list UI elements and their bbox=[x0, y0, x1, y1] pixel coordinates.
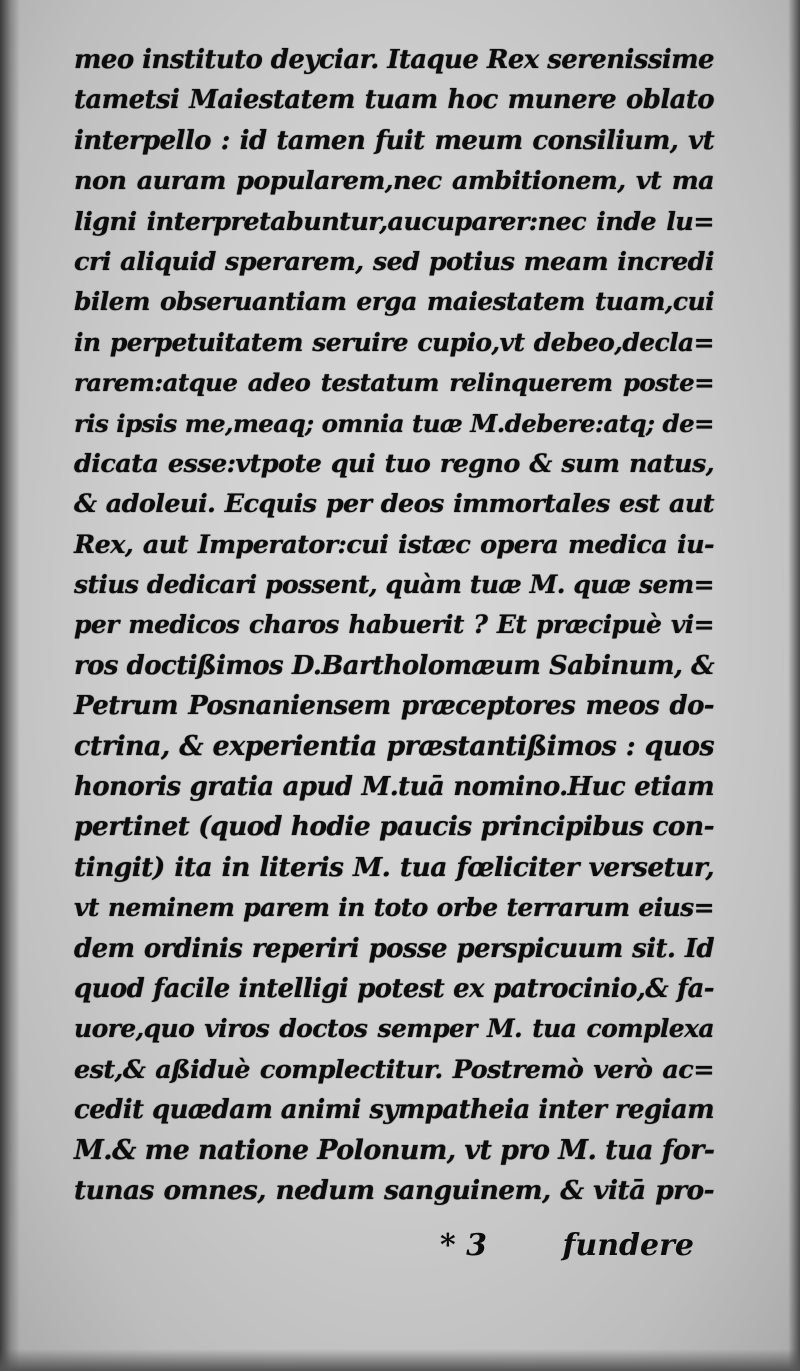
text-line: Petrum Posnaniensem præceptores meos do- bbox=[74, 691, 714, 722]
text-line: tunas omnes, nedum sanguinem, & vitā pro- bbox=[74, 1174, 714, 1206]
text-line: & adoleui. Ecquis per deos immortales est aut bbox=[74, 489, 714, 520]
text-line: honoris gratia apud M.tuā nomino.Huc etiam bbox=[74, 772, 714, 803]
text-line: rarem:atque adeo testatum relinquerem poste= bbox=[74, 368, 714, 398]
text-line: tingit) ita in literis M. tua fœliciter versetur, bbox=[74, 851, 714, 883]
text-line: est,& aßiduè complectitur. Postremò verò ac= bbox=[74, 1054, 714, 1085]
text-line: M.& me natione Polonum, vt pro M. tua for- bbox=[74, 1134, 715, 1166]
catchword: fundere bbox=[562, 1228, 694, 1263]
page-footer bbox=[74, 1228, 694, 1272]
text-line: ctrina, & experientia præstantißimos : quos bbox=[74, 730, 714, 762]
text-line: per medicos charos habuerit ? Et præcipuè vi= bbox=[74, 610, 714, 640]
text-line: tametsi Maiestatem tuam hoc munere oblato bbox=[74, 85, 714, 116]
page-gutter-shadow bbox=[0, 0, 20, 1371]
text-line: ligni interpretabuntur,aucuparer:nec inde lu= bbox=[74, 206, 714, 237]
text-line: meo instituto deyciar. Itaque Rex serenissime bbox=[74, 45, 714, 75]
text-line: pertinet (quod hodie paucis principibus con- bbox=[74, 811, 714, 843]
text-line: uore,quo viros doctos semper M. tua complexa bbox=[74, 1014, 714, 1044]
text-line: cedit quædam animi sympatheia inter regiam bbox=[74, 1095, 714, 1126]
text-line: stius dedicari possent, quàm tuæ M. quæ sem= bbox=[74, 570, 714, 600]
text-line: dicata esse:vtpote qui tuo regno & sum natus, bbox=[74, 448, 714, 479]
text-line: non auram popularem,nec ambitionem, vt ma bbox=[74, 166, 714, 197]
signature-mark: * 3 bbox=[440, 1228, 488, 1263]
text-line: cri aliquid sperarem, sed potius meam incredi bbox=[74, 246, 714, 277]
body-text bbox=[74, 40, 714, 1211]
text-line: bilem obseruantiam erga maiestatem tuam,cui bbox=[74, 287, 714, 317]
page-bottom-shadow bbox=[0, 1349, 800, 1371]
text-line: interpello : id tamen fuit meum consilium, vt bbox=[74, 125, 714, 156]
text-line: ros doctißimos D.Bartholomæum Sabinum, & bbox=[74, 650, 714, 681]
text-line: ris ipsis me,meaq; omnia tuæ M.debere:atq; de= bbox=[74, 408, 714, 438]
text-line: in perpetuitatem seruire cupio,vt debeo,decla= bbox=[74, 327, 714, 357]
page-edge-shadow bbox=[788, 0, 800, 1371]
text-line: dem ordinis reperiri posse perspicuum sit. Id bbox=[74, 933, 714, 964]
text-line: vt neminem parem in toto orbe terrarum eius= bbox=[74, 893, 714, 923]
text-line: quod facile intelligi potest ex patrocinio,& fa- bbox=[74, 973, 714, 1004]
text-line: Rex, aut Imperator:cui istæc opera medica iu- bbox=[74, 529, 714, 560]
